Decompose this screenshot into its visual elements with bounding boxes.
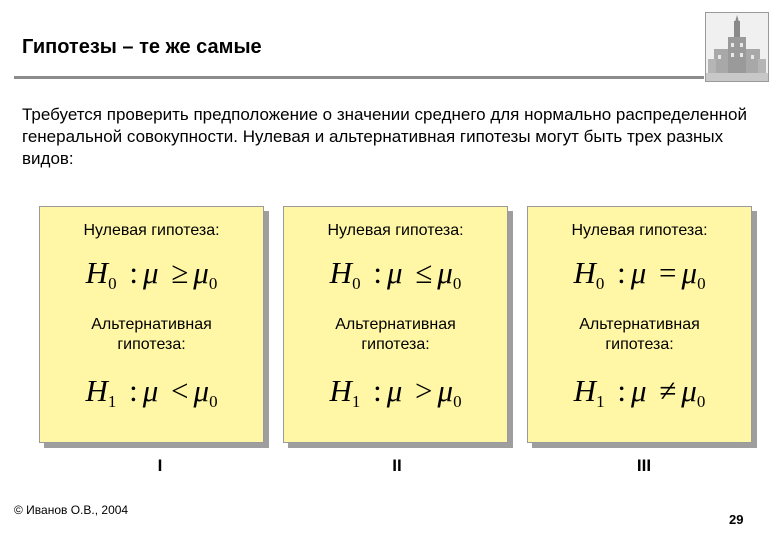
alt-hypothesis-formula: $H_1$ : $\mu \ne \mu_0$	[573, 373, 706, 411]
case-numeral-2: II	[392, 456, 402, 475]
alt-hypothesis-formula: $H_1$ : $\mu < \mu_0$	[85, 373, 218, 411]
alt-hypothesis-formula: $H_1$ : $\mu > \mu_0$	[329, 373, 462, 411]
null-hypothesis-label: Нулевая гипотеза:	[83, 222, 220, 239]
null-hypothesis-formula: $H_0$ : $\mu = \mu_0$	[573, 255, 706, 293]
copyright-footer: © Иванов О.В., 2004	[14, 503, 129, 517]
case-numeral-1: I	[157, 456, 163, 475]
page-number: 29	[729, 512, 744, 527]
null-hypothesis-label: Нулевая гипотеза:	[571, 222, 708, 239]
null-hypothesis-formula: $H_0$ : $\mu \le \mu_0$	[329, 255, 462, 293]
slide-title: Гипотезы – те же самые	[22, 36, 262, 58]
alt-hypothesis-label: Альтернативная гипотеза:	[579, 316, 700, 353]
null-hypothesis-label: Нулевая гипотеза:	[327, 222, 464, 239]
intro-paragraph: Требуется проверить предположение о значении среднего для нормально распределенной генеральной совокупности. Нулевая и альтернативная гипотезы могут быть трех разных видов:	[22, 105, 747, 168]
title-divider	[14, 76, 704, 79]
hypothesis-box-1	[39, 206, 264, 443]
hypothesis-box-2	[283, 206, 508, 443]
null-hypothesis-formula: $H_0$ : $\mu \ge \mu_0$	[85, 255, 218, 293]
alt-hypothesis-label: Альтернативная гипотеза:	[335, 316, 456, 353]
case-numeral-3: III	[636, 456, 652, 475]
hypothesis-box-3	[527, 206, 752, 443]
alt-hypothesis-label: Альтернативная гипотеза:	[91, 316, 212, 353]
university-building-icon	[705, 12, 769, 82]
